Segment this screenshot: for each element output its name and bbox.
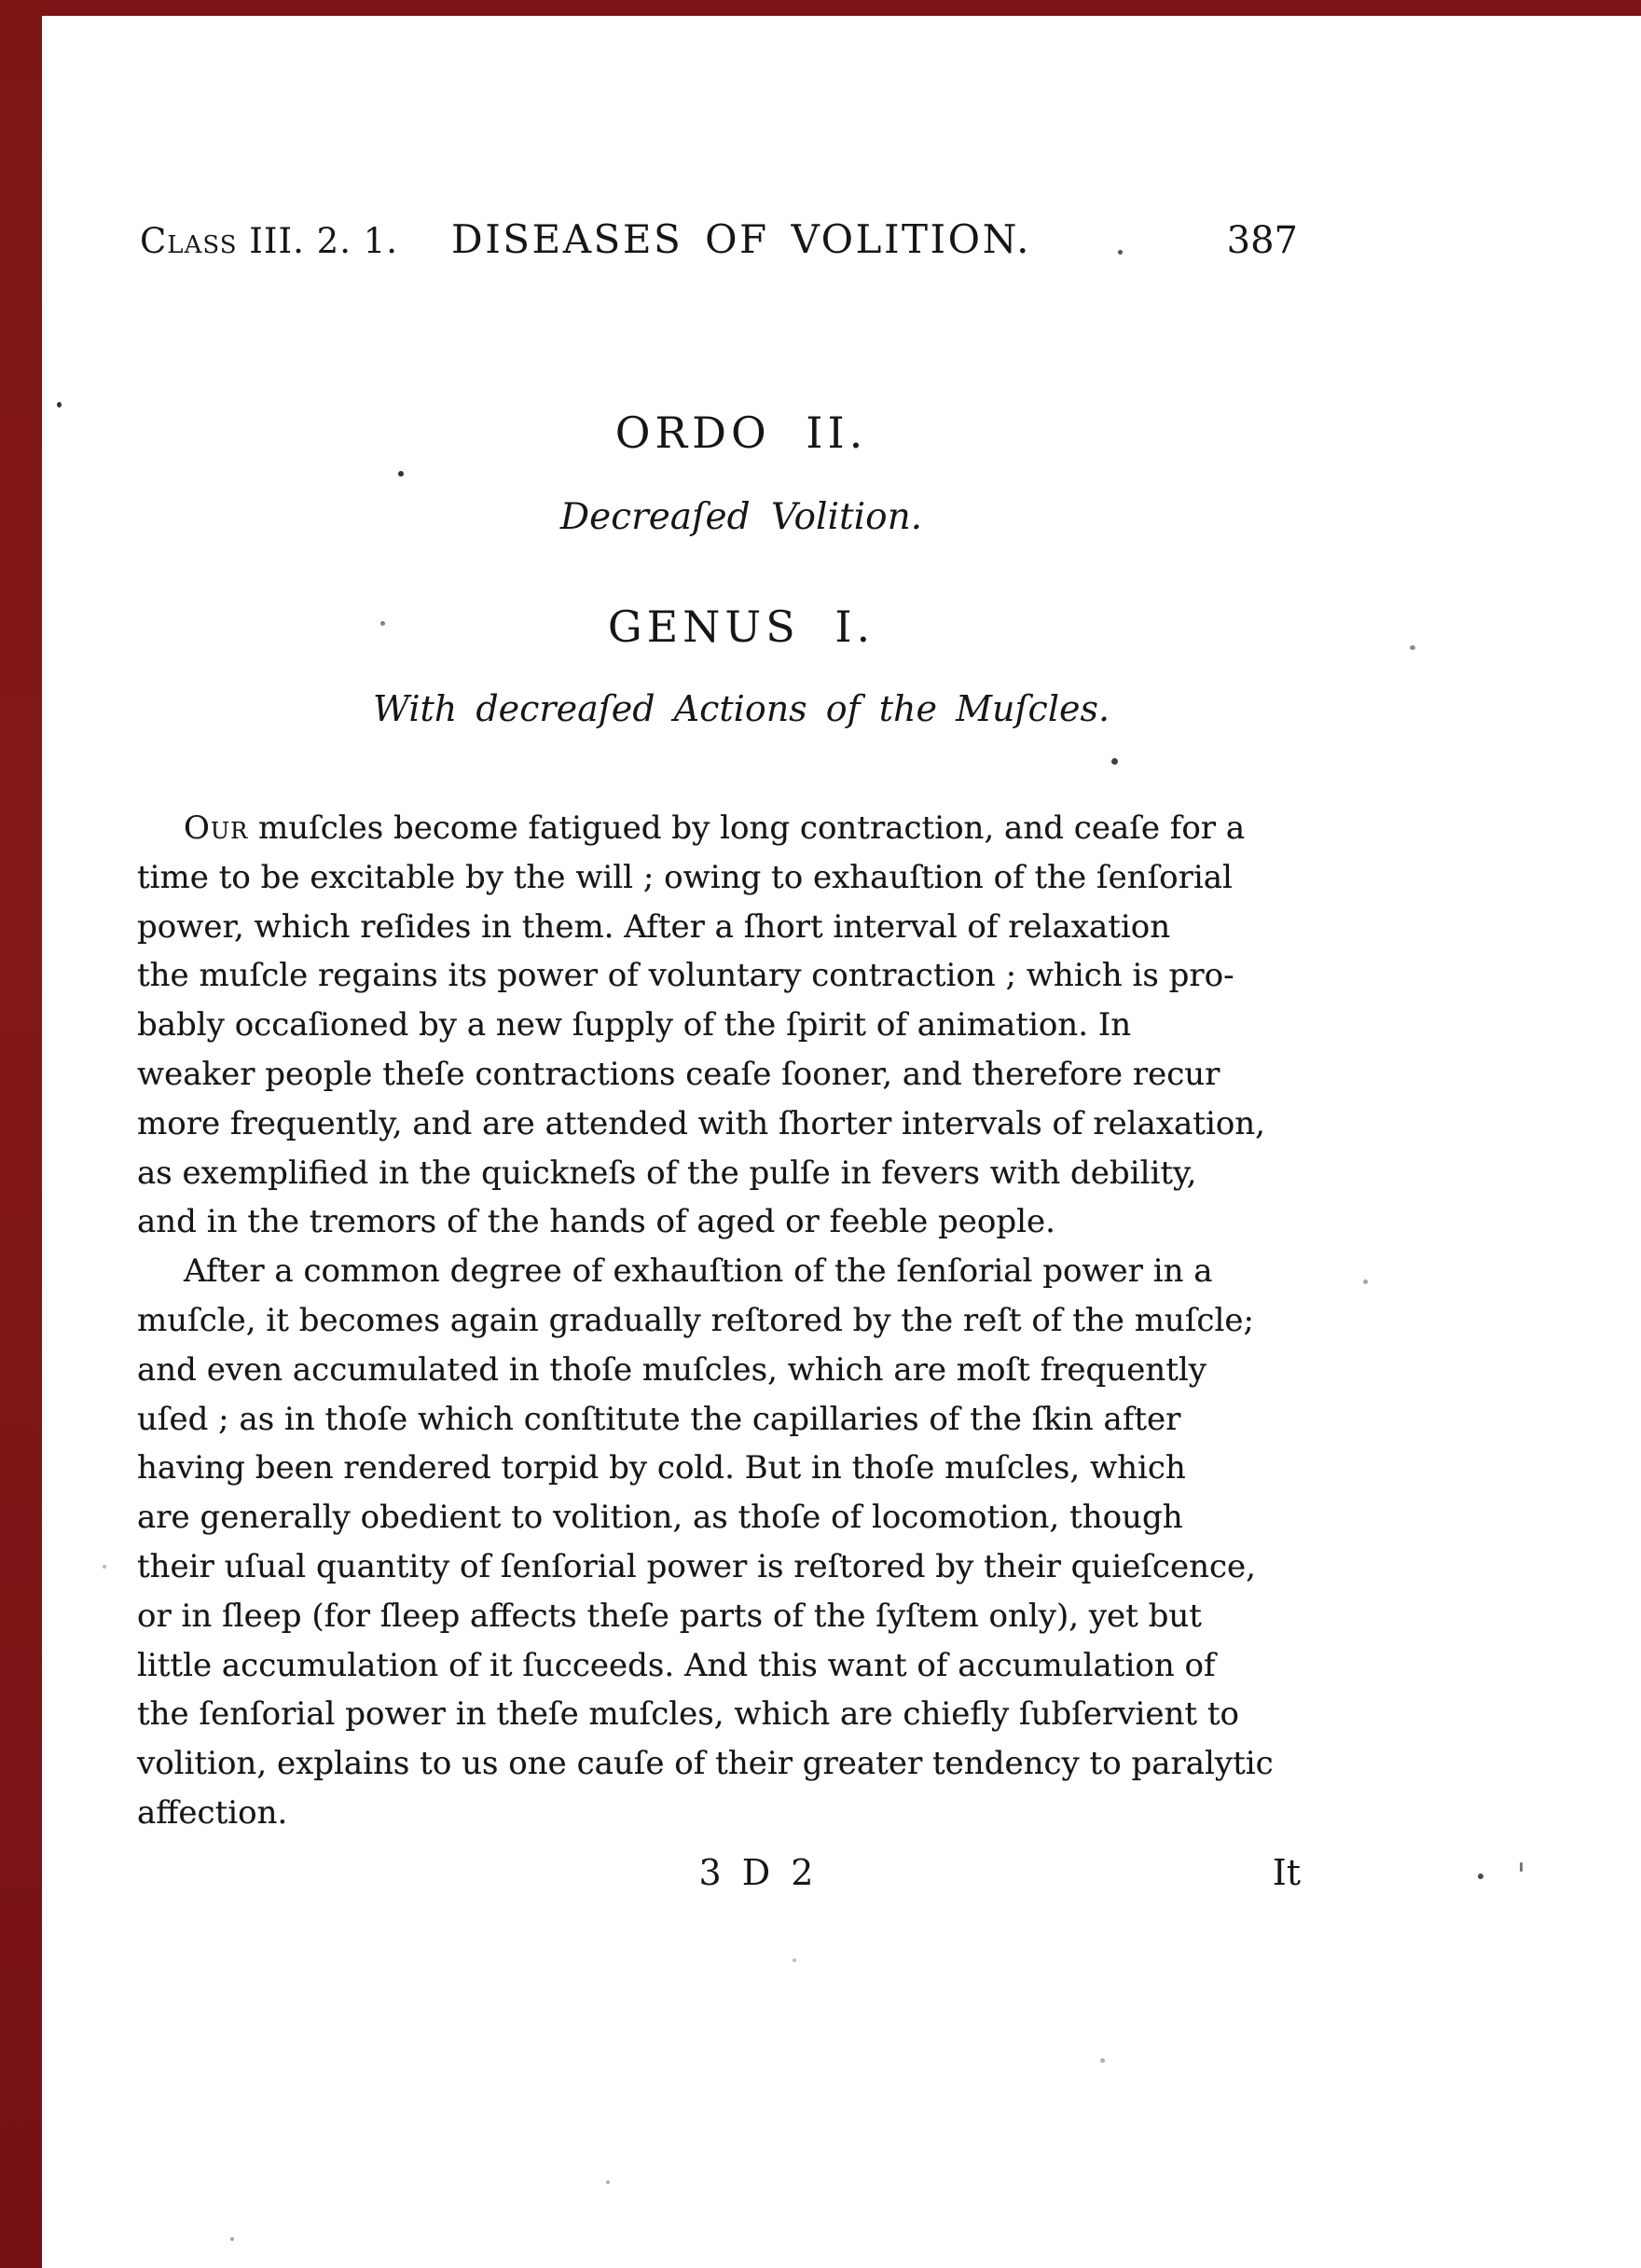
scan-speck [1410,645,1415,650]
text-line: After a common degree of exhauſtion of the ſenſorial power in a [184,1252,1213,1291]
scan-speck [380,621,385,626]
ordo-subtitle: Decreaſed Volition. [559,496,923,538]
text-line: power, which reſides in them. After a ſhort interval of relaxation [137,907,1171,946]
text-line: their uſual quantity of ſenſorial power is reſtored by their quieſcence, [137,1547,1256,1585]
text-line: time to be excitable by the will ; owing to exhauſtion of the ſenſorial [137,858,1233,896]
page-number: 387 [1226,219,1298,262]
genus-heading: GENUS I. [607,602,876,652]
paragraph-1-lines [137,853,1342,1247]
text-line: or in ſleep (for ſleep affects theſe parts of the ſyſtem only), yet but [137,1597,1202,1635]
text-line: and even accumulated in thoſe muſcles, which are moſt frequently [137,1350,1207,1389]
text-line: and in the tremors of the hands of aged or feeble people. [137,1203,1055,1241]
first-line-rest: muſcles become fatigued by long contraction, and ceaſe for a [248,809,1246,847]
text-line: volition, explains to us one cauſe of their greater tendency to paralytic [137,1745,1274,1783]
text-line: little accumulation of it ſucceeds. And this want of accumulation of [137,1646,1216,1684]
text-line: weaker people theſe contractions ceaſe ſooner, and therefore recur [137,1055,1220,1093]
text-line: the muſcle regains its power of voluntary contraction ; which is pro- [137,957,1234,995]
paragraph-1-first-line [137,804,1342,853]
scan-speck [1118,250,1123,255]
page-title: DISEASES OF VOLITION. [451,216,1031,262]
text-line: muſcle, it becomes again gradually reſtored by the reſt of the muſcle; [137,1301,1254,1339]
lead-word: Our [184,809,249,847]
text-line: affection. [137,1793,288,1832]
signature-mark: 3 D 2 [698,1852,814,1893]
scan-speck [1111,758,1118,765]
catchword: It [1272,1852,1301,1893]
scan-edge-top [0,0,1641,16]
paragraph-2 [137,1247,1342,1838]
scan-speck [793,1958,796,1962]
scan-speck [398,471,404,477]
header-class-label: Class III. 2. 1. [140,221,399,261]
scan-speck [230,2237,234,2241]
scan-speck [606,2180,610,2184]
scan-edge-left [0,0,42,2268]
scan-speck [1520,1862,1523,1872]
scan-speck [57,402,62,408]
scan-speck [1363,1279,1368,1284]
page-footer [137,1852,1342,1893]
scan-speck [1478,1874,1483,1879]
text-line: uſed ; as in thoſe which conſtitute the capillaries of the ſkin after [137,1400,1181,1438]
text-line: are generally obedient to volition, as thoſe of locomotion, though [137,1499,1183,1537]
body-text [137,804,1342,1838]
text-line: bably occaſioned by a new ſupply of the ſpirit of animation. In [137,1006,1132,1044]
ordo-heading: ORDO II. [614,408,868,458]
scan-speck [1100,2058,1105,2063]
text-line: as exemplified in the quickneſs of the pulſe in fevers with debility, [137,1154,1197,1192]
paragraph-1 [137,804,1342,1247]
text-line: the ſenſorial power in theſe muſcles, which are chiefly ſubſervient to [137,1695,1239,1734]
running-header [140,216,1343,262]
text-line: more frequently, and are attended with ſhorter intervals of relaxation, [137,1104,1265,1142]
genus-subtitle: With decreaſed Actions of the Muſcles. [372,688,1110,729]
scan-speck [103,1565,106,1569]
text-line: having been rendered torpid by cold. But in thoſe muſcles, which [137,1449,1186,1487]
